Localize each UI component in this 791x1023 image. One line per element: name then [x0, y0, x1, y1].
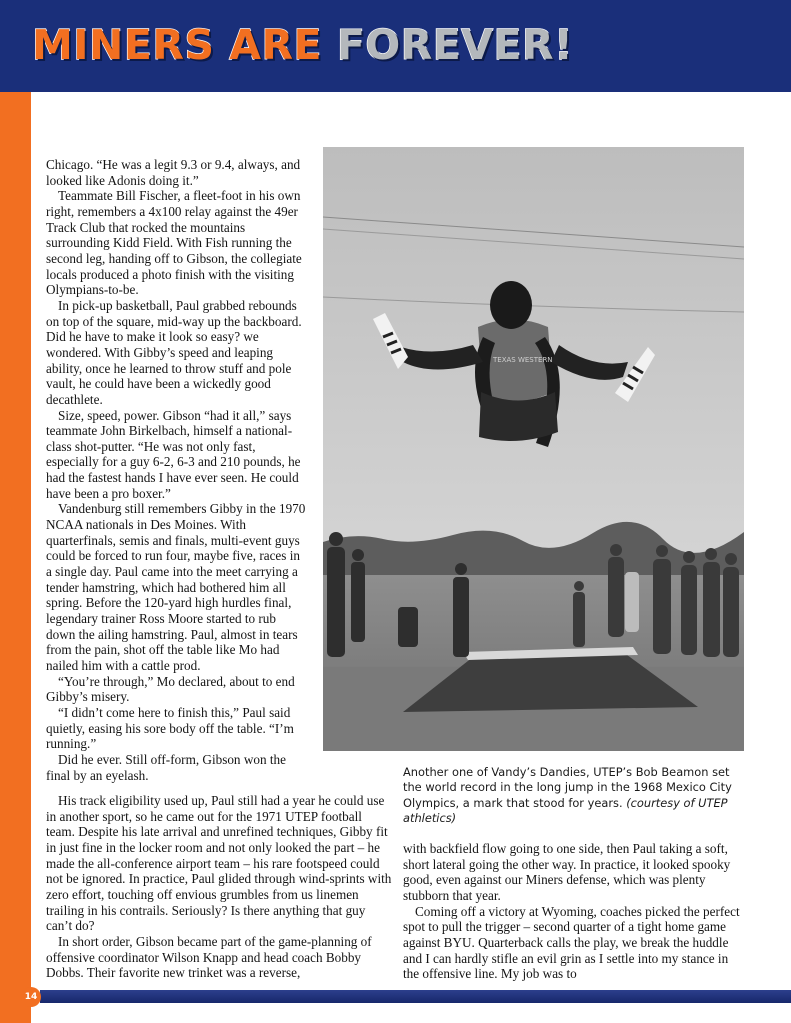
paragraph: with backfield flow going to one side, then Paul taking a soft, short lateral going the other way. In practice, it looked spooky good, even against our Miners defense, which was plenty stubborn that year. — [403, 841, 731, 903]
paragraph: Coming off a victory at Wyoming, coaches picked the perfect spot to pull the trigger – second quarter of a tight home game against BYU. Quarterback calls the play, we break the huddle and I can hardly stifle an evil grin as I settle into my stance in the offensive line. My job was to — [403, 903, 740, 982]
orange-side-bar — [0, 92, 31, 1023]
paragraph: In short order, Gibson became part of the game-planning of offensive coordinator Wilson Knapp and head coach Bobby Dobbs. Their favorite new trinket was a reverse, — [46, 933, 372, 981]
photo-caption — [403, 765, 748, 826]
page-header — [0, 0, 791, 92]
paragraph: Size, speed, power. Gibson “had it all,” says teammate John Birkelbach, himself a national-class shot-putter. “He was not only fast, especially for a guy 6-2, 6-3 and 210 pounds, he had the fastest hands I have ever seen. He could have been a pro boxer.” — [46, 407, 301, 501]
photo-credit: (courtesy of UTEP athletics) — [403, 795, 728, 825]
wide-text-column — [46, 793, 392, 981]
page-number-badge: 14 — [21, 987, 41, 1007]
paragraph: In pick-up basketball, Paul grabbed rebounds on top of the square, mid-way up the backboard. Did he have to make it look so easy? we wondered. With Gibby’s speed and leaping ability, once he learned to throw stuff and pole vault, he could have been a wickedly good decathlete. — [46, 297, 302, 407]
paragraph: Did he ever. Still off-form, Gibson won the final by an eyelash. — [46, 751, 286, 783]
caption-text: Another one of Vandy’s Dandies, UTEP’s Bob Beamon set the world record in the long jump in the 1968 Mexico City Olympics, a mark that stood for years. — [403, 765, 732, 810]
section-title — [32, 16, 573, 74]
paragraph: Vandenburg still remembers Gibby in the 1970 NCAA nationals in Des Moines. With quarterfinals, semis and finals, multi-event guys could be forced to run four, maybe five, races in a single day. Paul came into the meet carrying a tender hamstring, which had bothered him all spring. Before the 120-yard high hurdles final, legendary trainer Ross Moore started to rub down the ailing hamstring. Paul, almost in tears from the pain, shot off the table like Mo had nailed him with a cattle prod. — [46, 501, 306, 673]
jersey-text: TEXAS WESTERN — [493, 356, 553, 364]
title-part-miners-are: MINERS ARE — [32, 21, 337, 69]
paragraph: Teammate Bill Fischer, a fleet-foot in his own right, remembers a 4x100 relay against the 49er Track Club that rocked the mountains surrounding Kidd Field. With Fish running the second leg, handing off to Gibson, the collegiate locals produced a photo finish with the visiting Olympians-to-be. — [46, 188, 302, 298]
left-text-column — [46, 157, 308, 783]
long-jump-photo — [323, 147, 744, 751]
paragraph: His track eligibility used up, Paul still had a year he could use in another sport, so he came out for the 1971 UTEP football team. Despite his late arrival and unrefined techniques, Gibby fit in just fine in the locker room and not only looked the part – he made the all-conference airport team – his rare footspeed could not be ignored. In practice, Paul glided through wind-sprints with zero effort, touching off envious grumbles from us linemen trailing in his contrails. Seriously? Is there anything that guy can’t do? — [46, 793, 392, 934]
right-text-column — [403, 841, 745, 982]
long-jump-photo-art — [323, 147, 744, 751]
paragraph: “I didn’t come here to finish this,” Paul said quietly, easing his sore body off the table. “I’m running.” — [46, 704, 294, 752]
paragraph: “You’re through,” Mo declared, about to end Gibby’s misery. — [46, 673, 295, 705]
footer-bar — [40, 990, 791, 1003]
paragraph: Chicago. “He was a legit 9.3 or 9.4, always, and looked like Adonis doing it.” — [46, 157, 301, 188]
title-part-forever: FOREVER! — [336, 21, 574, 69]
